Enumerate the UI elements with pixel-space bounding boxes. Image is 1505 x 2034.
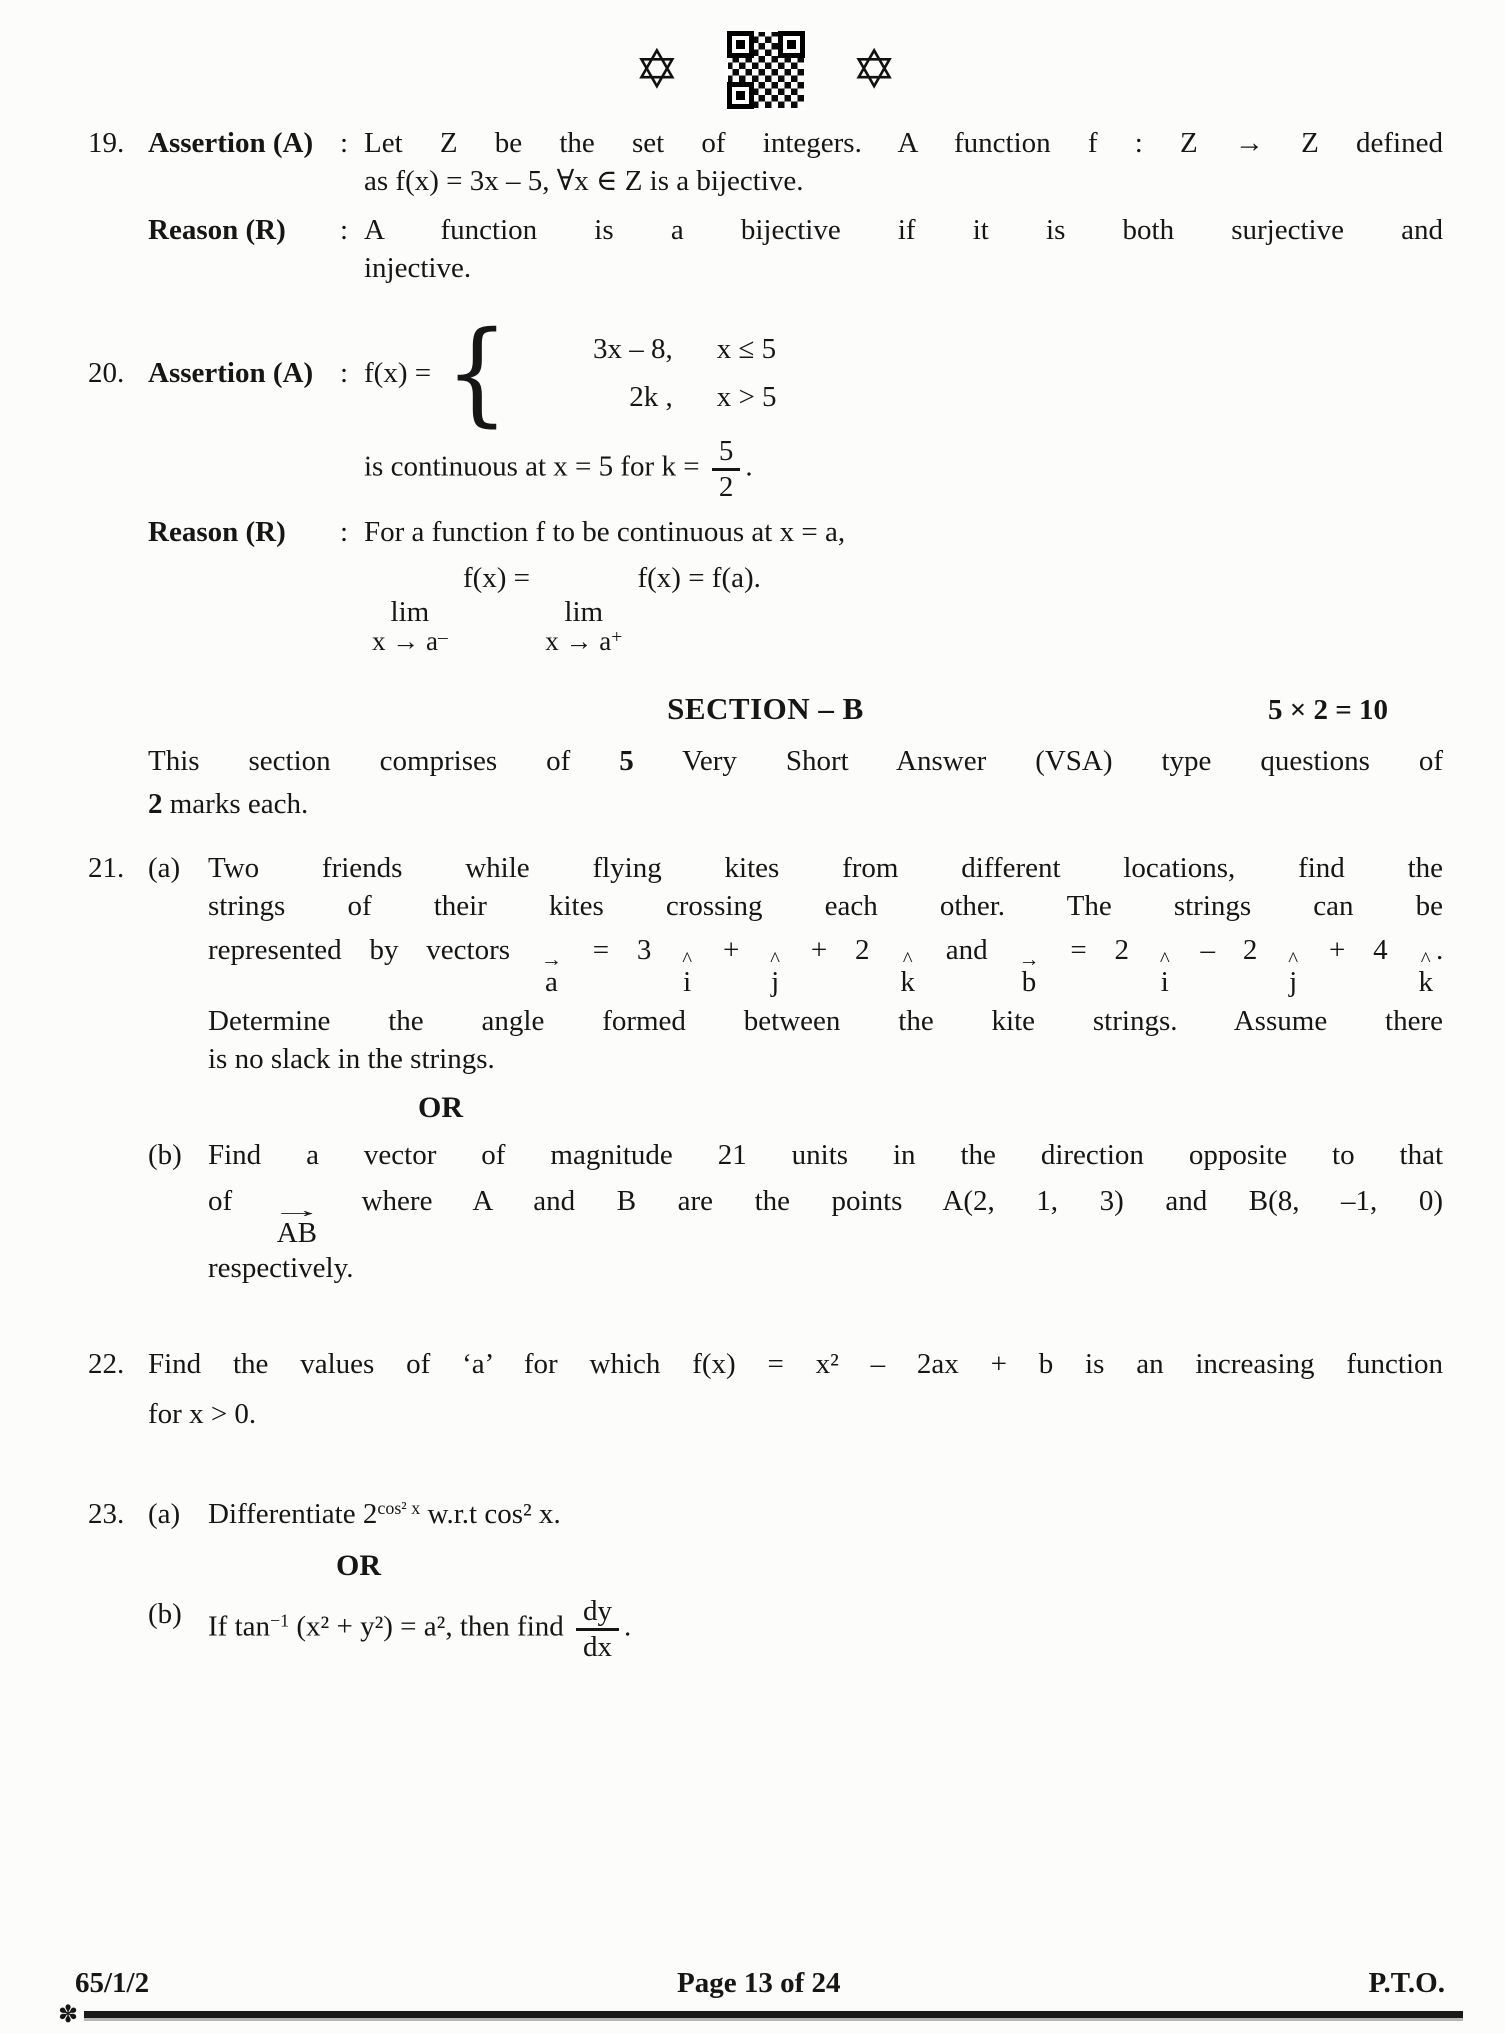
flower-icon: ✽ [58, 2000, 79, 2028]
text-run: . [624, 1610, 632, 1643]
colon: : [340, 516, 349, 548]
equation-text: and [945, 934, 988, 967]
description-text: marks each. [162, 787, 309, 820]
reason-text: For a function f to be continuous at x = a, [364, 516, 846, 548]
unit-vector-k [900, 947, 915, 999]
case-row [523, 330, 777, 368]
question-text [148, 1345, 1443, 1434]
pto-label: P.T.O. [1368, 1966, 1445, 1999]
vector-base: b [1021, 966, 1037, 999]
reason-label: Reason (R) [148, 213, 286, 246]
section-description [148, 742, 1443, 823]
text-line: Two friends while flying kites from different locations, find the [208, 851, 1443, 884]
equation-text: represented by vectors [208, 934, 511, 967]
marks-count: 5 [619, 745, 634, 778]
vector-base: j [771, 966, 780, 999]
paper-code: 65/1/2 [75, 1966, 150, 1999]
text-run: Differentiate 2 [208, 1498, 378, 1531]
bottom-rule [58, 2002, 1463, 2026]
text-line: Find a vector of magnitude 21 units in the direction opposite to that [208, 1138, 1443, 1171]
assertion-label: Assertion (A) [148, 127, 314, 159]
qr-finder-top-left [736, 40, 745, 49]
vector-base: a [544, 966, 558, 999]
qr-code [726, 30, 806, 110]
vector-a [540, 947, 562, 999]
or-separator: OR [418, 1091, 463, 1125]
vector-equation-line [208, 931, 1443, 997]
text-run: If tan [208, 1610, 270, 1643]
limit-approach: x → a [545, 625, 612, 656]
qr-finder-top-right [787, 40, 796, 49]
limit-side-sign: + [611, 626, 623, 648]
q19-reason-row [88, 211, 1443, 288]
q19-assertion-row [88, 124, 1443, 201]
question-20 [88, 306, 1443, 656]
part-b-label: (b) [148, 1138, 182, 1171]
qr-finder-bottom-left [736, 91, 745, 100]
reason-label: Reason (R) [148, 516, 286, 548]
question-number: 23. [88, 1498, 125, 1531]
continuity-statement [364, 435, 1443, 503]
equation-text: + 4 [1328, 934, 1388, 967]
page-number: Page 13 of 24 [677, 1966, 841, 1999]
q20-assertion-row [88, 306, 1443, 439]
section-b-header [88, 689, 1443, 730]
vector-base: AB [276, 1217, 318, 1250]
rule-line [84, 2011, 1463, 2018]
part-b-label: (b) [148, 1598, 182, 1631]
hat-over-icon: ^ [682, 947, 693, 972]
equation-text: . [1435, 934, 1444, 967]
vector-ab [270, 1198, 324, 1250]
text-line: injective. [364, 251, 472, 284]
hat-over-icon: ^ [902, 947, 913, 972]
part-b-text [208, 1136, 1443, 1287]
hat-over-icon: ^ [1420, 947, 1431, 972]
star-of-david-left-icon: ✡ [634, 38, 680, 101]
q20-reason-row [88, 513, 1443, 551]
exponent: cos² x [377, 1498, 421, 1519]
limit-right [545, 598, 622, 655]
part-a-label: (a) [148, 1498, 181, 1531]
question-number: 22. [88, 1347, 125, 1380]
vector-base: i [1160, 966, 1169, 999]
unit-vector-j [1288, 947, 1299, 999]
section-marks: 5 × 2 = 10 [1267, 694, 1388, 727]
unit-vector-k [1418, 947, 1433, 999]
question-23-part-b [88, 1595, 1443, 1663]
text-run: w.r.t cos² x. [420, 1498, 561, 1531]
colon: : [340, 127, 349, 159]
vector-base: k [900, 966, 915, 999]
text-run: of [208, 1185, 233, 1218]
part-a-text [208, 849, 1443, 1079]
text-run: where A and B are the points A(2, 1, 3) and B(8, –1, 0) [361, 1185, 1444, 1218]
question-number: 19. [88, 127, 125, 159]
text-line: strings of their kites crossing each other. The strings can be [208, 890, 1443, 923]
exponent: −1 [270, 1610, 290, 1631]
assertion-text [364, 124, 1443, 201]
description-line [148, 742, 1443, 780]
case-row [523, 378, 777, 416]
text-run: (x² + y²) = a², then find [289, 1610, 571, 1643]
hat-over-icon: ^ [1159, 947, 1170, 972]
question-21-part-b [88, 1136, 1443, 1287]
vector-b [1018, 947, 1040, 999]
fraction [712, 435, 741, 503]
limit-subscript [372, 625, 448, 656]
description-text: This section comprises of [148, 745, 620, 778]
limit-side-sign: – [437, 626, 448, 648]
text-line: is no slack in the strings. [208, 1043, 495, 1076]
vector-base: j [1289, 966, 1298, 999]
text-line: respectively. [208, 1251, 354, 1284]
text-line [208, 1182, 1443, 1248]
limit-approach: x → a [372, 625, 438, 656]
limit-equation [364, 559, 1443, 655]
question-23 [88, 1495, 1443, 1533]
fraction-numerator: 5 [718, 435, 734, 468]
description-text: Very Short Answer (VSA) type questions of [633, 745, 1443, 778]
fraction-denominator: 2 [712, 468, 741, 503]
question-22 [88, 1345, 1443, 1434]
vector-base: k [1418, 966, 1433, 999]
continuity-text: is continuous at x = 5 for k = [364, 450, 707, 483]
period: . [745, 450, 753, 483]
hat-over-icon: ^ [770, 947, 781, 972]
part-a-text [208, 1495, 1443, 1533]
arrow-over-icon: → [1018, 947, 1040, 972]
text-line: Let Z be the set of integers. A function f : Z → Z defined [364, 127, 1443, 159]
fraction-numerator: dy [583, 1595, 612, 1628]
equation-text: + [722, 934, 740, 967]
case-expression: 3x – 8, [592, 332, 673, 365]
question-number: 21. [88, 851, 125, 884]
equation-tail: f(x) = f(a). [637, 562, 761, 595]
equation-middle: f(x) = [462, 562, 531, 595]
unit-vector-i [682, 947, 693, 999]
case-expression: 2k , [629, 381, 673, 414]
case-condition: x > 5 [716, 381, 777, 414]
footer [75, 1964, 1445, 2002]
text-line: Determine the angle formed between the kite strings. Assume there [208, 1004, 1443, 1037]
text-line: Find the values of ‘a’ for which f(x) = x² – 2ax + b is an increasing function [148, 1347, 1443, 1380]
equation-text: + 2 [810, 934, 870, 967]
limit-word: lim [564, 596, 604, 629]
reason-text [364, 211, 1443, 288]
marks-per-question: 2 [148, 787, 163, 820]
function-prefix: f(x) = [364, 356, 432, 389]
unit-vector-i [1159, 947, 1170, 999]
arrow-over-icon: → [540, 947, 562, 972]
text-line: A function is a bijective if it is both surjective and [364, 213, 1443, 246]
piecewise-function [364, 306, 1443, 439]
assertion-label: Assertion (A) [148, 356, 314, 389]
description-line [148, 785, 1443, 823]
question-number: 20. [88, 356, 125, 389]
vector-base: i [683, 966, 692, 999]
question-21 [88, 849, 1443, 1079]
fraction-denominator: dx [576, 1628, 619, 1663]
colon: : [340, 213, 349, 246]
header-qr-row [88, 26, 1443, 114]
limit-subscript [545, 625, 623, 656]
derivative-fraction [576, 1595, 619, 1663]
arrow-over-icon: → [270, 1198, 324, 1223]
part-a-label: (a) [148, 851, 181, 884]
limit-word: lim [390, 596, 430, 629]
equation-text: = 2 [1070, 934, 1129, 967]
section-title: SECTION – B [667, 691, 864, 727]
piecewise-cases [523, 330, 777, 417]
star-of-david-right-icon: ✡ [851, 38, 897, 101]
text-line: for x > 0. [148, 1398, 257, 1431]
colon: : [340, 356, 349, 389]
equation-text: – 2 [1200, 934, 1258, 967]
limit-left [372, 598, 448, 655]
case-condition: x ≤ 5 [716, 332, 777, 365]
left-brace-glyph: { [445, 306, 509, 439]
unit-vector-j [770, 947, 781, 999]
question-19 [88, 124, 1443, 287]
part-b-text [208, 1595, 1443, 1663]
hat-over-icon: ^ [1288, 947, 1299, 972]
text-line: as f(x) = 3x – 5, ∀x ∈ Z is a bijective. [364, 165, 804, 198]
equation-text: = 3 [592, 934, 652, 967]
or-separator: OR [336, 1548, 381, 1582]
